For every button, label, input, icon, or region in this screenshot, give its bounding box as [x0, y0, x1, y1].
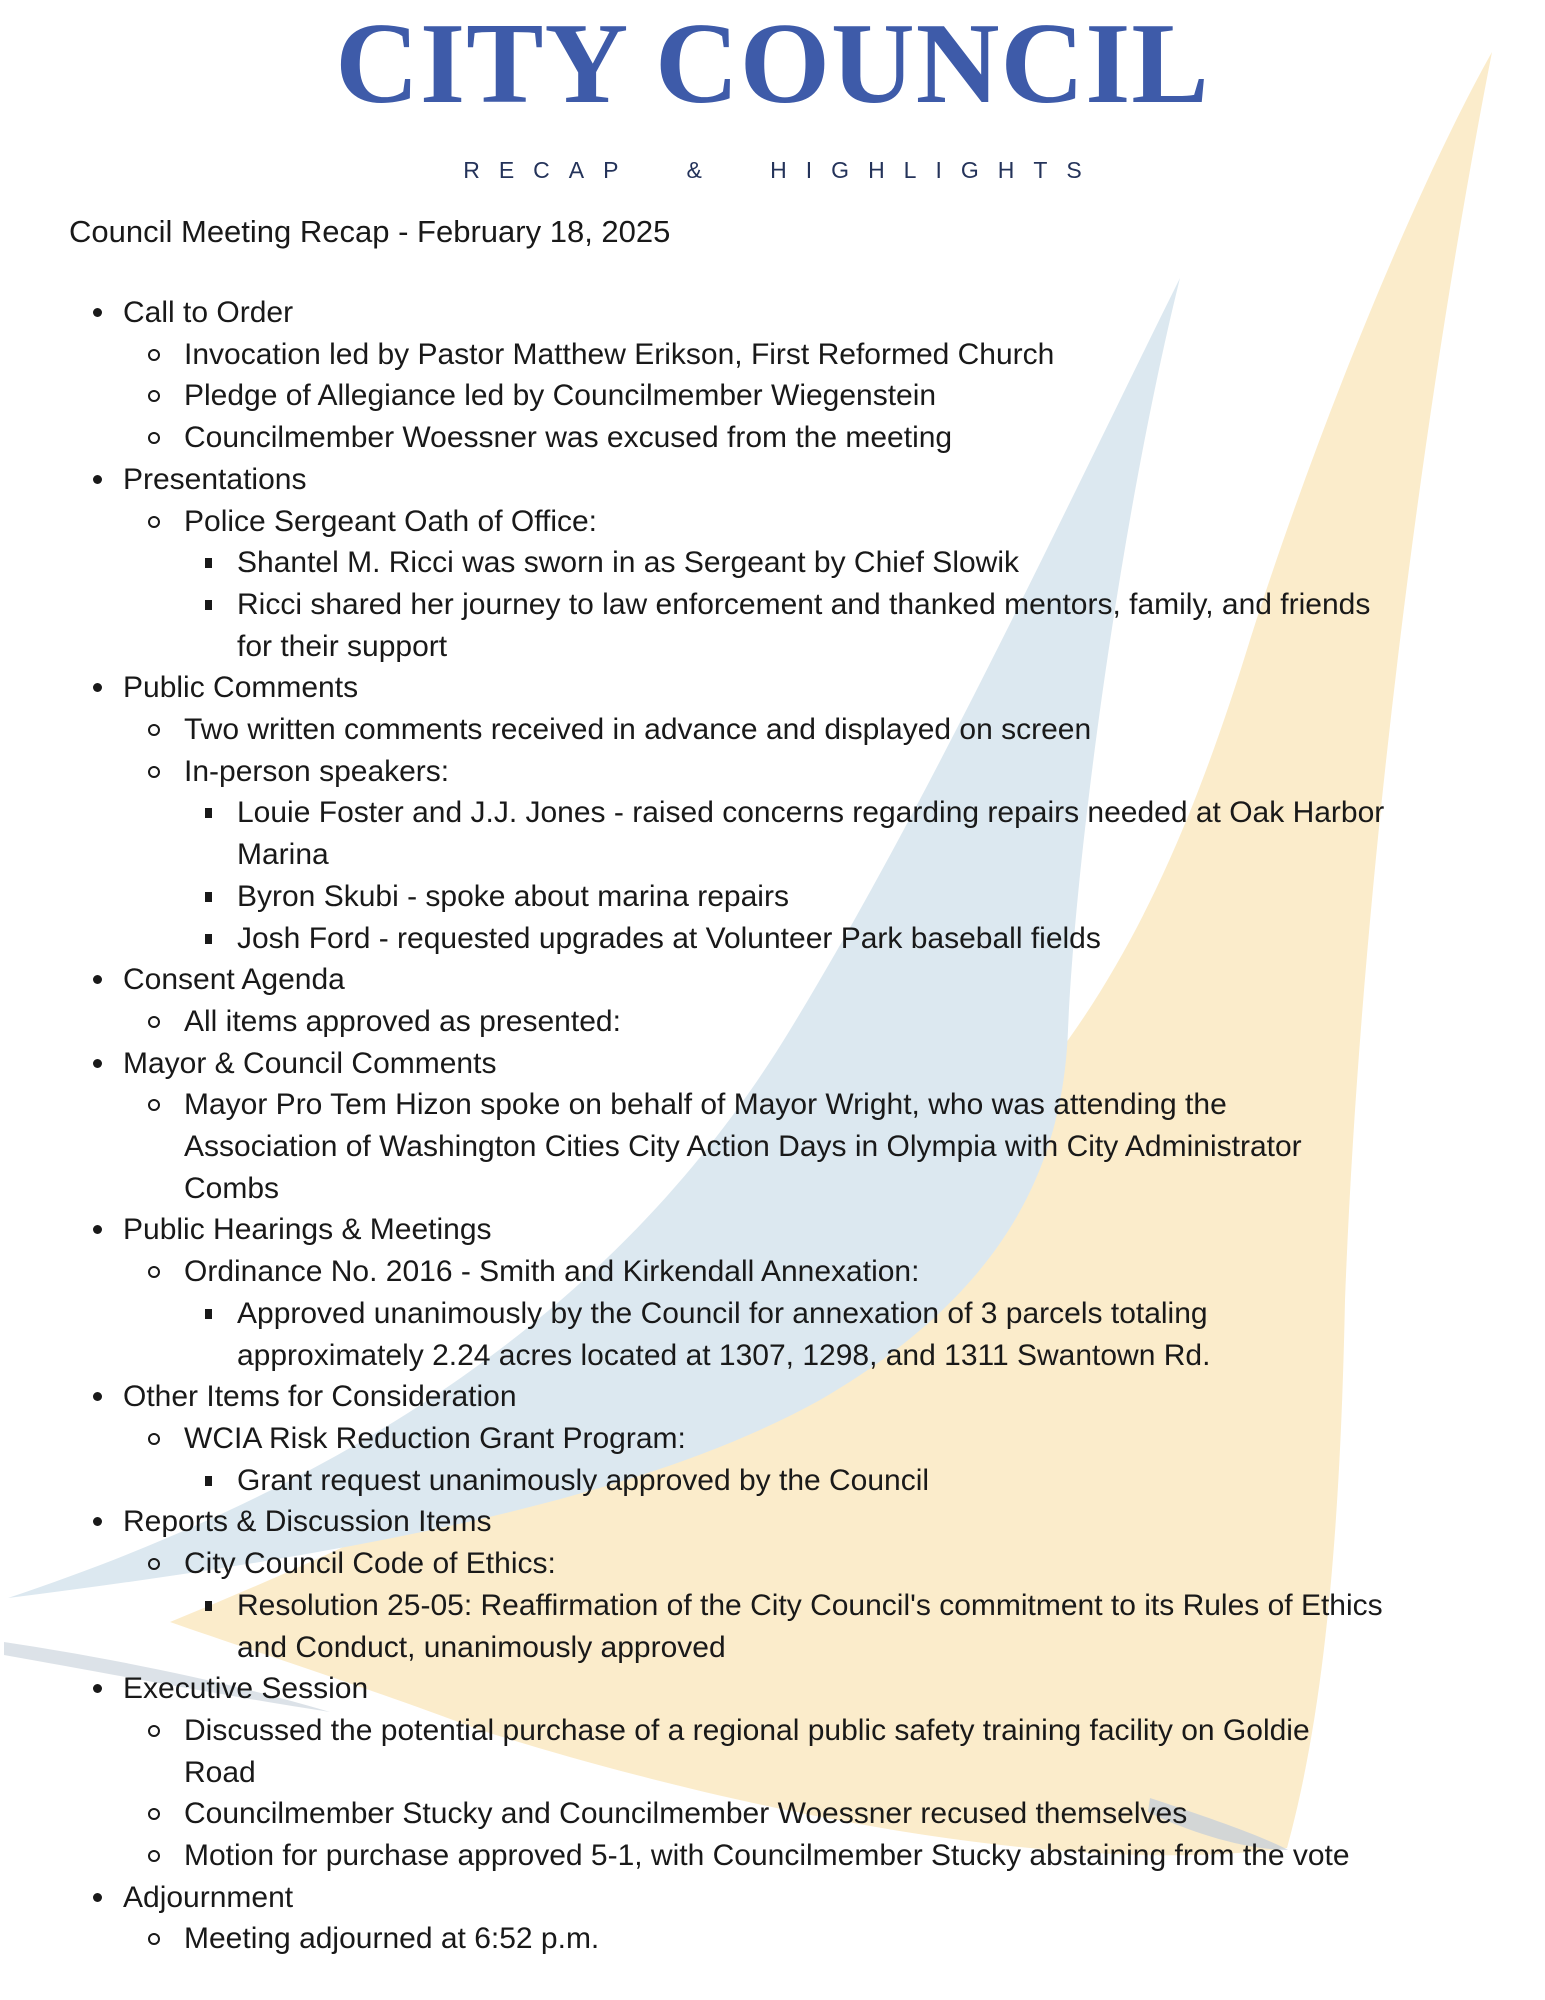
list-line: Louie Foster and J.J. Jones - raised concerns regarding repairs needed at Oak Harbor — [237, 796, 1385, 830]
list-item — [0, 334, 1545, 376]
brand-subtitle: RECAP & HIGHLIGHTS — [463, 157, 1101, 183]
bullet-square-icon — [205, 1601, 212, 1611]
bullet-circle-icon — [148, 1808, 160, 1820]
list-item — [0, 667, 1545, 709]
bullet-circle-icon — [148, 1558, 160, 1570]
list-line: Road — [184, 1755, 256, 1789]
list-line: and Conduct, unanimously approved — [237, 1630, 726, 1664]
list-item — [0, 1710, 1545, 1793]
list-line: Ordinance No. 2016 - Smith and Kirkendall Annexation: — [184, 1255, 920, 1289]
list-item — [0, 1543, 1545, 1585]
bullet-disc-icon — [93, 683, 102, 692]
list-item — [0, 1418, 1545, 1460]
bullet-circle-icon — [148, 390, 160, 402]
bullet-circle-icon — [148, 1266, 160, 1278]
bullet-circle-icon — [148, 724, 160, 736]
list-item — [0, 1585, 1545, 1668]
list-item — [0, 1501, 1545, 1543]
list-line: Mayor & Council Comments — [123, 1046, 497, 1080]
list-item — [0, 876, 1545, 918]
bullet-disc-icon — [93, 1392, 102, 1401]
brand-title: CITY COUNCIL — [335, 0, 1210, 128]
list-line: Discussed the potential purchase of a regional public safety training facility on Goldie — [184, 1713, 1310, 1747]
bullet-disc-icon — [93, 975, 102, 984]
bullet-disc-icon — [93, 308, 102, 317]
list-item — [0, 1084, 1545, 1209]
bullet-circle-icon — [148, 349, 160, 361]
list-line: Invocation led by Pastor Matthew Erikson, First Reformed Church — [184, 337, 1055, 371]
list-line: Other Items for Consideration — [123, 1380, 517, 1414]
list-item — [0, 1793, 1545, 1835]
list-line: Two written comments received in advance and displayed on screen — [184, 713, 1092, 747]
bullet-circle-icon — [148, 1933, 160, 1945]
bullet-square-icon — [205, 1476, 212, 1486]
bullet-circle-icon — [148, 1850, 160, 1862]
list-item — [0, 584, 1545, 667]
list-line: Executive Session — [123, 1672, 369, 1706]
list-line: Association of Washington Cities City Action Days in Olympia with City Administrator — [184, 1130, 1302, 1164]
list-item — [0, 1209, 1545, 1251]
list-item — [0, 542, 1545, 584]
bullet-circle-icon — [148, 1099, 160, 1111]
bullet-circle-icon — [148, 516, 160, 528]
bullet-circle-icon — [148, 1725, 160, 1737]
list-line: In-person speakers: — [184, 754, 450, 788]
bullet-square-icon — [205, 892, 212, 902]
list-line: Grant request unanimously approved by the Council — [237, 1463, 930, 1497]
list-item — [0, 501, 1545, 543]
list-item — [0, 959, 1545, 1001]
list-item — [0, 1918, 1545, 1960]
bullet-disc-icon — [93, 1684, 102, 1693]
list-line: City Council Code of Ethics: — [184, 1547, 556, 1581]
list-line: Byron Skubi - spoke about marina repairs — [237, 879, 789, 913]
list-line: Adjournment — [123, 1880, 294, 1914]
list-item — [0, 1043, 1545, 1085]
list-item — [0, 1668, 1545, 1710]
page-title: Council Meeting Recap - February 18, 2025 — [69, 214, 671, 249]
list-line: All items approved as presented: — [184, 1004, 621, 1038]
list-line: Reports & Discussion Items — [123, 1505, 492, 1539]
list-item — [0, 417, 1545, 459]
list-line: Councilmember Woessner was excused from the meeting — [184, 421, 953, 455]
bullet-circle-icon — [148, 1433, 160, 1445]
list-line: Approved unanimously by the Council for annexation of 3 parcels totaling — [237, 1296, 1208, 1330]
list-item — [0, 1001, 1545, 1043]
recap-list — [0, 292, 1545, 1960]
list-item — [0, 1460, 1545, 1502]
bullet-circle-icon — [148, 766, 160, 778]
list-item — [0, 918, 1545, 960]
list-line: approximately 2.24 acres located at 1307, 1298, and 1311 Swantown Rd. — [237, 1338, 1211, 1372]
list-line: Police Sergeant Oath of Office: — [184, 504, 598, 538]
list-item — [0, 459, 1545, 501]
bullet-square-icon — [205, 934, 212, 944]
list-item — [0, 1251, 1545, 1293]
bullet-square-icon — [205, 808, 212, 818]
list-line: Josh Ford - requested upgrades at Volunteer Park baseball fields — [237, 921, 1101, 955]
list-item — [0, 375, 1545, 417]
list-item — [0, 792, 1545, 875]
list-line: Ricci shared her journey to law enforcement and thanked mentors, family, and friends — [237, 587, 1371, 621]
list-item — [0, 1293, 1545, 1376]
bullet-disc-icon — [93, 1059, 102, 1068]
bullet-square-icon — [205, 1309, 212, 1319]
list-line: Marina — [237, 838, 329, 872]
list-line: Resolution 25-05: Reaffirmation of the City Council's commitment to its Rules of Ethics — [237, 1588, 1383, 1622]
list-line: Public Hearings & Meetings — [123, 1213, 492, 1247]
list-line: WCIA Risk Reduction Grant Program: — [184, 1421, 686, 1455]
list-item — [0, 709, 1545, 751]
list-line: Meeting adjourned at 6:52 p.m. — [184, 1922, 600, 1956]
list-item — [0, 1376, 1545, 1418]
list-item — [0, 751, 1545, 793]
list-line: for their support — [237, 629, 448, 663]
bullet-square-icon — [205, 558, 212, 568]
list-item — [0, 1835, 1545, 1877]
list-line: Call to Order — [123, 296, 294, 329]
list-line: Mayor Pro Tem Hizon spoke on behalf of Mayor Wright, who was attending the — [184, 1088, 1227, 1122]
list-line: Combs — [184, 1171, 280, 1205]
bullet-circle-icon — [148, 432, 160, 444]
list-line: Motion for purchase approved 5-1, with Councilmember Stucky abstaining from the vote — [184, 1839, 1350, 1873]
bullet-disc-icon — [93, 1893, 102, 1902]
bullet-circle-icon — [148, 1016, 160, 1028]
list-line: Shantel M. Ricci was sworn in as Sergeant by Chief Slowik — [237, 546, 1019, 580]
list-line: Public Comments — [123, 671, 359, 705]
bullet-disc-icon — [93, 1517, 102, 1526]
bullet-square-icon — [205, 600, 212, 610]
list-line: Presentations — [123, 462, 307, 496]
list-line: Consent Agenda — [123, 963, 345, 997]
bullet-disc-icon — [93, 475, 102, 484]
bullet-disc-icon — [93, 1225, 102, 1234]
list-line: Pledge of Allegiance led by Councilmember Wiegenstein — [184, 379, 937, 413]
list-item — [0, 1877, 1545, 1919]
list-line: Councilmember Stucky and Councilmember Woessner recused themselves — [184, 1797, 1188, 1831]
list-item — [0, 292, 1545, 334]
